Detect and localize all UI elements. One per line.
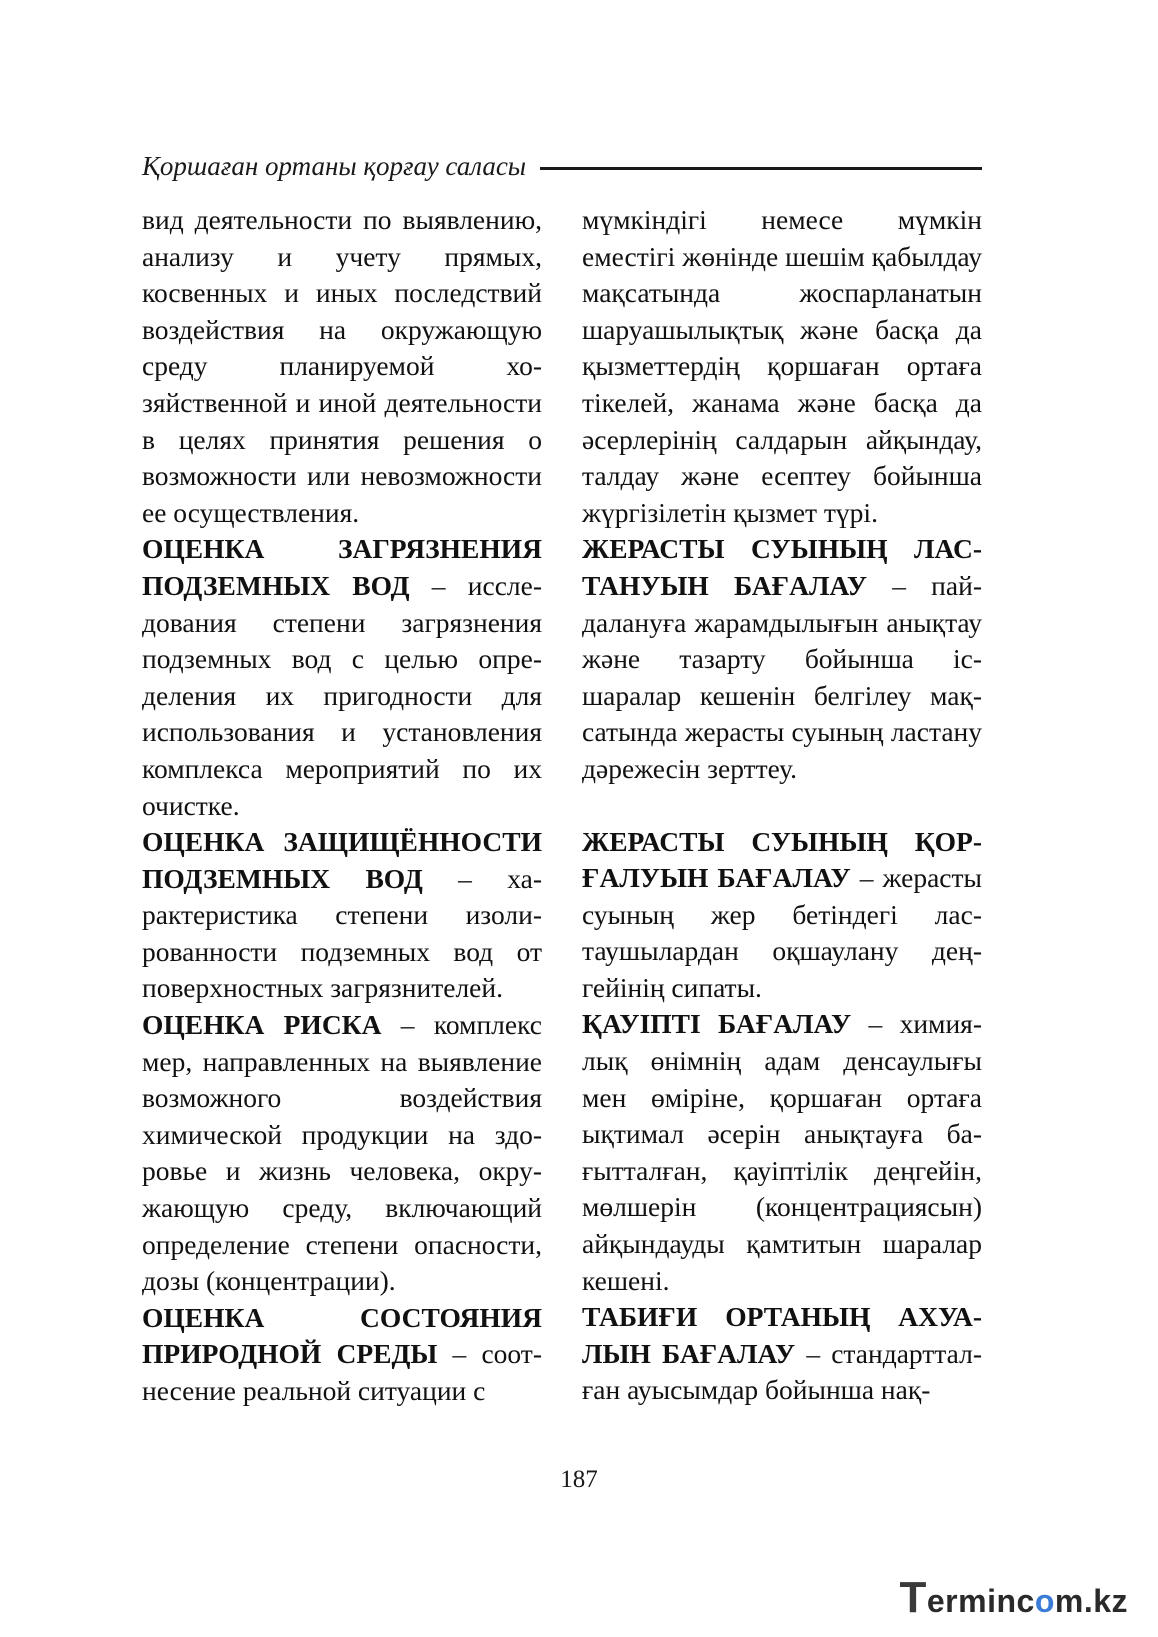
entry-term: ЖЕРАСТЫ СУЫНЫҢ ЛАСТАНУЫН БАҒАЛАУ: [582, 533, 982, 601]
entry: [142, 824, 542, 1007]
header-title: Қоршаған ортаны қорғау саласы: [142, 150, 527, 181]
entry-text: – соотнесение реальной ситуации с: [142, 1338, 542, 1406]
watermark-o: o: [1034, 1583, 1055, 1619]
watermark-middle: erminc: [926, 1583, 1035, 1619]
entry-text: – стандартталған ауысымдар бойынша нақ-: [582, 1337, 982, 1406]
entry: [582, 1299, 982, 1409]
entry: [582, 1006, 982, 1299]
page-number: 187: [560, 1466, 598, 1493]
entry: [582, 824, 982, 1007]
watermark-logo: [899, 1573, 1128, 1623]
entry: [142, 1007, 542, 1300]
entry-term: ЖЕРАСТЫ СУЫНЫҢ ҚОРҒАЛУЫН БАҒАЛАУ: [582, 825, 982, 894]
entry-term: ОЦЕНКА ЗАЩИЩЁННОСТИ ПОДЗЕМНЫХ ВОД: [142, 826, 542, 894]
entry: [582, 531, 982, 787]
entry-term: ҚАУІПТІ БАҒАЛАУ: [582, 1008, 852, 1040]
entry-text: – пайдалануға жарамдылығын анықтау және тазарту бойынша іс-шаралар кешенін белгілеу мақсатында жерасты суының ластану дәрежесін зерттеу.: [582, 569, 982, 784]
entry: [142, 1300, 542, 1410]
watermark-initial: T: [899, 1573, 927, 1622]
left-column: [142, 202, 542, 1410]
entry-term: ТАБИҒИ ОРТАНЫҢ АХУАЛЫН БАҒАЛАУ: [582, 1301, 982, 1369]
header-rule: [540, 167, 982, 170]
entry-text: – характеристика степени изолированности подземных вод от поверхностных загрязнителей.: [142, 862, 543, 1004]
entry-text: – химиялық өнімнің адам денсаулығы мен өміріне, қоршаған ортаға ықтимал әсерін анықтауға бағытталған, қауіптілік деңгейін, мөлшерін (концентрациясын) айқындауды қамтитын шаралар кешені.: [582, 1008, 982, 1296]
running-header: [142, 148, 982, 184]
entry-text: мүмкіндігі немесе мүмкін еместігі жөнінде шешім қабылдау мақсатында жоспарланатын шаруашылықтық және басқа да қызметтердің қоршаған ортаға тікелей, жанама және басқа да әсерлерінің салдарын айқындау, талдау және есептеу бойынша жүргізілетін қызмет түрі.: [582, 204, 982, 528]
entry: [142, 202, 542, 531]
right-column: [582, 202, 982, 1409]
entry-text: – исследования степени загрязнения подземных вод с целью определения их пригодности для использования и установления комплекса мероприятий по их очистке.: [142, 569, 543, 821]
entry-term: ОЦЕНКА СОСТОЯНИЯ ПРИРОДНОЙ СРЕДЫ: [142, 1301, 542, 1370]
entry-term: ОЦЕНКА РИСКА: [142, 1009, 382, 1041]
entry-text: вид деятельности по выявлению, анализу и учету прямых, косвенных и иных последствий воздействия на окружающую среду планируемой хозяйственной и иной деятельности в целях принятия решения о возможности или невозможности ее осуществления.: [142, 204, 542, 528]
entry: [582, 202, 982, 531]
entry-term: ОЦЕНКА ЗАГРЯЗНЕНИЯ ПОДЗЕМНЫХ ВОД: [142, 533, 542, 601]
entry: [142, 531, 542, 824]
watermark-rest: m.kz: [1054, 1583, 1128, 1619]
entry-text: – жерасты суының жер бетіндегі ластаушылардан оқшаулану деңгейінің сипаты.: [582, 862, 983, 1003]
entry-text: – комплекс мер, направленных на выявление возможного воздействия химической продукции на здоровье и жизнь человека, окружающую среду, включающий определение степени опасности, дозы (концентрации).: [142, 1009, 542, 1297]
